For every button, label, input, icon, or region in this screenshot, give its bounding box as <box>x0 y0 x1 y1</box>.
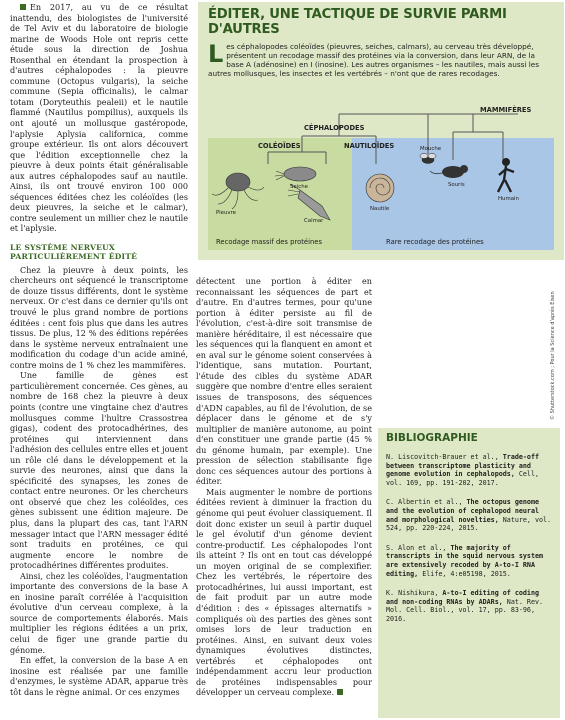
paragraph: Mais augmenter le nombre de portions éditées revient à diminuer la fraction du génome qui peut évoluer classiquement. Il doit donc exister un seuil à partir duquel le gel évolutif d'un génome devient contre-productif. Les céphalopodes l'ont ils atteint ? Ils ont en tout cas développé un moyen original de se complexifier. Chez les vertébrés, le répertoire des protocadhérines, lui aussi important, est de fait produit par un autre mode d'édition : des « épissages alternatifs » compliqués où des parties des gènes sont omises lors de leur traduction en protéines. Ainsi, en suivant deux voies dynamiques évolutives distinctes, vertébrés et céphalopodes ont indépendamment accru leur production de protéines indispensables pour développer un cerveau complexe. <box>196 486 372 698</box>
end-mark-icon <box>337 689 343 695</box>
species-calmar: Calmar <box>304 218 324 224</box>
label-cephalopodes: CÉPHALOPODES <box>304 124 365 132</box>
image-credit: © Shutterstock.com ; Pour la Science d'après Eisen <box>550 291 556 420</box>
species-pieuvre: Pieuvre <box>216 210 236 216</box>
species-nautile: Nautile <box>370 206 390 212</box>
species-mouche: Mouche <box>420 146 442 152</box>
paragraph: Une famille de gènes est particulièrement concernée. Ces gènes, au nombre de 168 chez la pieuvre à deux points (contre une vingtaine chez d'autres mollusques comme l'huître Crassostrea gigas), codent des protocadhérines, des protéines qui interviennent dans l'adhésion des cellules entre elles et jouent un rôle clé dans le développement et la survie des neurones, ainsi que dans la spécificité des synapses, les zones de contact entre neurones. Or les chercheurs ont observé que chez les coléoïdes, ces gènes subissent une édition majeure. De plus, dans la plupart des cas, tant l'ARN messager intact que l'ARN messager édité sont traduits en protéines, ce qui augmente encore le nombre de protocadhérines différentes produites. <box>10 370 188 571</box>
species-humain: Humain <box>498 196 519 202</box>
reference-item: N. Liscovitch-Brauer et al., Trade-off between transcriptome plasticity and genome evolution in cephalopods, Cell, vol. 169, pp. 191-202, 2017. <box>386 453 540 487</box>
box-intro: Les céphalopodes coléoïdes (pieuvres, seiches, calmars), au cerveau très développé, présentent un recodage massif des protéines via la conversion, dans leur ARN, de la base A (adénosine) en I (inosine). Les autres organismes – les nautiles, mais aussi les autres mollusques, les insectes et les vertébrés – n'ont que de rares recodages. <box>208 40 540 78</box>
sidebar-box <box>198 2 564 260</box>
phylogeny-figure <box>208 84 554 252</box>
nautilus-icon <box>366 174 394 202</box>
paragraph: détectent une portion à éditer en reconnaissant les séquences de part et d'autre. En d'autres termes, pour qu'une portion à éditer persiste au fil de l'évolution, c'est-à-dire soit transmise de manière héréditaire, il est nécessaire que les séquences qui la flanquent en amont et en aval sur le génome soient conservées à l'identique, sans mutation. Pourtant, l'étude des cibles du système ADAR suggère que nombre d'entre elles seraient issues de transposons, des séquences d'ADN capables, au fil de l'évolution, de se déplacer dans le génome et de s'y multiplier de manière autonome, au point d'en constituer une grande partie (45 % du génome humain, par exemple). Une pression de sélection stabilisante fige donc ces séquences autour des portions à éditer. <box>196 276 372 487</box>
reference-item: S. Alon et al., The majority of transcripts in the squid nervous system are extensively recoded by A-to-I RNA editing, Elife, 4:e05198, 2015. <box>386 543 544 578</box>
drop-cap: L <box>208 40 224 68</box>
left-column <box>10 2 188 697</box>
reference-item: C. Albertin et al., The octopus genome and the evolution of cephalopod neural and morphological novelties, Nature, vol. 524, pp. 220-224, 2015. <box>386 498 552 533</box>
caption-massive-recoding: Recodage massif des protéines <box>216 238 323 246</box>
species-souris: Souris <box>448 182 465 188</box>
coleoid-region <box>208 138 352 250</box>
box-title: ÉDITER, UNE TACTIQUE DE SURVIE PARMI D'AUTRES <box>208 7 507 37</box>
label-coleoides: COLÉOÏDES <box>258 142 301 150</box>
intro-paragraph: En 2017, au vu de ce résultat inattendu, des biologistes de l'université de Tel Aviv et du laboratoire de biologie marine de Woods Hole ont repris cette étude sous la direction de Joshua Rosenthal en étendant la prospection à d'autres céphalopodes : la pieuvre commune (Octopus vulgaris), la seiche commune (Sepia officinalis), le calmar totam (Doryteuthis pealeii) et le nautile flammé (Nautilus pompilius), auxquels ils ont ajouté un mollusque gastéropode, l'aplysie Aplysia californica, comme groupe extérieur. Ils ont alors découvert que l'édition exceptionnelle chez la pieuvre à deux points était généralisable aux autres céphalopodes sauf au nautile. Ainsi, ils ont trouvé environ 100 000 séquences éditées chez les coléoïdes (les deux pieuvres, la seiche et le calmar), contre seulement un millier chez le nautile et l'aplysie. <box>10 2 188 234</box>
bullet-icon <box>20 4 26 10</box>
bibliography-title: BIBLIOGRAPHIE <box>386 432 478 444</box>
paragraph: En effet, la conversion de la base A en inosine est réalisée par une famille d'enzymes, le système ADAR, apparue très tôt dans le règne animal. Or ces enzymes <box>10 655 188 697</box>
label-nautiloides: NAUTILOÏDES <box>344 142 395 150</box>
paragraph: Chez la pieuvre à deux points, les chercheurs ont séquencé le transcriptome de douze tissus différents, dont le système nerveux. Or c'est dans ce dernier qu'ils ont trouvé le plus grand nombre de portions éditées : cent fois plus que dans les autres tissus. De plus, 12 % des éditions repérées dans le système nerveux entraînaient une modification du codage d'un acide aminé, contre moins de 1 % chez les mammifères. <box>10 264 188 370</box>
species-seiche: Seiche <box>290 184 308 190</box>
middle-column <box>196 276 372 698</box>
caption-rare-recoding: Rare recodage des protéines <box>386 238 484 246</box>
section-heading: LE SYSTÈME NERVEUX PARTICULIÈREMENT ÉDITÉ <box>10 243 138 262</box>
paragraph: Ainsi, chez les coléoïdes, l'augmentation importante des conversions de la base A en inosine paraît corrélée à l'acquisition évolutive d'un cerveau complexe, à la source de comportements élaborés. Mais multiplier les régions éditées a un prix, celui de figer une grande partie du génome. <box>10 570 188 655</box>
reference-item: K. Nishikura, A-to-I editing of coding and non-coding RNAs by ADARs, Nat. Rev. Mol. Cell. Biol., vol. 17, pp. 83-96, 2016. <box>386 589 544 623</box>
bibliography-box <box>378 428 560 718</box>
label-mammiferes: MAMMIFÈRES <box>480 106 532 114</box>
